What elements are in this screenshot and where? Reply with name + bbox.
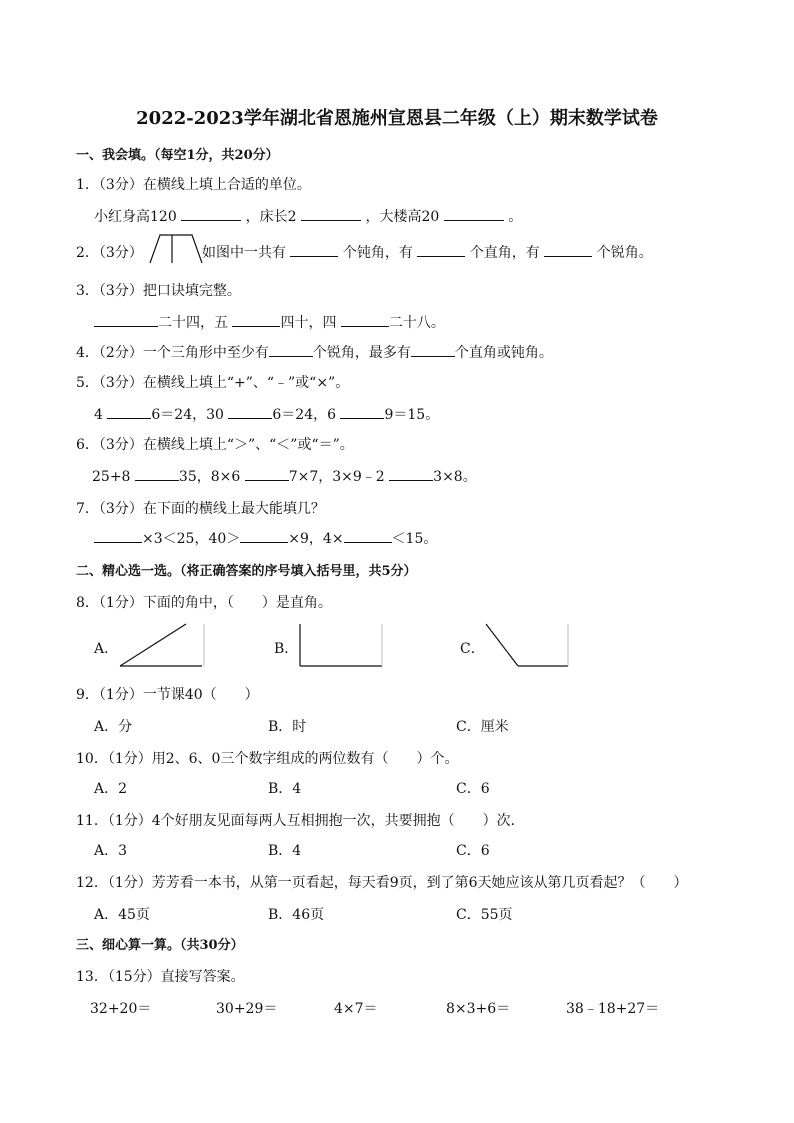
question-2-line	[202, 242, 653, 262]
q2-blank-1[interactable]	[290, 244, 338, 257]
q5-blank-3[interactable]	[340, 406, 384, 419]
question-4-line	[76, 342, 553, 362]
q12-option-a[interactable]: A．45页	[94, 907, 150, 923]
q12-option-b[interactable]: B．46页	[268, 907, 325, 923]
question-3-line	[94, 312, 445, 332]
q3-text-c: 二十八。	[388, 315, 445, 331]
section-2-heading: 二、精心选一选。（将正确答案的序号填入括号里，共5分）	[76, 564, 417, 579]
page-title: 2022-2023学年湖北省恩施州宣恩县二年级（上）期末数学试卷	[136, 108, 658, 129]
q7-text-b: ×9，4×	[288, 531, 344, 547]
q5-text-b: 6＝24，30	[151, 407, 224, 423]
q4-text-b: 个锐角，最多有	[312, 345, 411, 361]
q1-blank-1[interactable]	[181, 208, 241, 221]
q5-text-d: 9＝15。	[384, 407, 440, 423]
q1-blank-2[interactable]	[301, 208, 361, 221]
calc-item-2: 30+29＝	[216, 1001, 278, 1017]
q7-blank-2[interactable]	[240, 530, 288, 543]
question-11-stem: 11．（1分）4个好朋友见面每两人互相拥抱一次，共要拥抱（ ）次．	[76, 813, 525, 829]
q2-blank-2[interactable]	[417, 244, 465, 257]
q3-blank-3[interactable]	[341, 314, 389, 327]
q8-option-b-label[interactable]: B．	[274, 641, 299, 657]
q5-blank-1[interactable]	[107, 406, 151, 419]
q7-text-a: ×3＜25，40＞	[142, 531, 241, 547]
q9-option-a[interactable]: A．分	[94, 719, 133, 735]
q1-text-d: 。	[508, 209, 523, 225]
q10-option-a[interactable]: A．2	[94, 781, 128, 797]
q9-option-c[interactable]: C．厘米	[456, 719, 509, 735]
question-7-stem: 7．（3分）在下面的横线上最大能填几？	[76, 501, 325, 517]
section-3-heading: 三、细心算一算。（共30分）	[76, 938, 244, 953]
q6-blank-2[interactable]	[245, 468, 289, 481]
q2-text-d: 个锐角。	[596, 245, 653, 261]
q12-option-c[interactable]: C．55页	[456, 907, 513, 923]
acute-angle-figure	[118, 622, 208, 670]
question-9-stem: 9．（1分）一节课40（ ）	[76, 687, 259, 703]
q4-blank-2[interactable]	[411, 344, 455, 357]
question-1-stem: 1．（3分）在横线上填上合适的单位。	[76, 177, 311, 193]
q3-blank-1[interactable]	[94, 314, 158, 327]
q4-blank-1[interactable]	[269, 344, 313, 357]
q7-blank-3[interactable]	[344, 530, 392, 543]
q6-text-c: 7×7，3×9﹣2	[288, 469, 385, 485]
question-3-stem: 3．（3分）把口诀填完整。	[76, 283, 241, 299]
q1-text-a: 小红身高120	[94, 209, 177, 225]
section-1-heading: 一、我会填。（每空1分，共20分）	[76, 148, 279, 163]
q10-option-c[interactable]: C．6	[456, 781, 490, 797]
q6-text-a: 25+8	[92, 469, 131, 485]
q10-option-b[interactable]: B．4	[268, 781, 302, 797]
q5-text-c: 6＝24，6	[272, 407, 337, 423]
question-10-stem: 10．（1分）用2、6、0三个数字组成的两位数有（ ）个。	[76, 751, 459, 767]
q3-text-a: 二十四，五	[158, 315, 228, 331]
q5-text-a: 4	[94, 407, 103, 423]
q4-text-a: 4．（2分）一个三角形中至少有	[76, 345, 269, 361]
question-5-stem: 5．（3分）在横线上填上“+”、“﹣”或“×”。	[76, 375, 350, 391]
q2-blank-3[interactable]	[544, 244, 592, 257]
q6-blank-3[interactable]	[389, 468, 433, 481]
q1-text-b: ，床长2	[245, 209, 297, 225]
q6-blank-1[interactable]	[135, 468, 179, 481]
question-1-line	[94, 206, 522, 226]
q3-text-b: 四十，四	[280, 315, 337, 331]
calc-item-3: 4×7＝	[334, 1001, 378, 1017]
calc-item-1: 32+20＝	[90, 1001, 152, 1017]
q8-option-a-label[interactable]: A．	[94, 641, 119, 657]
q2-text-c: 个直角，有	[469, 245, 540, 261]
question-5-line	[94, 404, 439, 424]
q11-option-b[interactable]: B．4	[268, 843, 302, 859]
question-2-number: 2．（3分）	[76, 245, 143, 261]
q6-text-b: 35，8×6	[178, 469, 241, 485]
q3-blank-2[interactable]	[232, 314, 280, 327]
q1-blank-3[interactable]	[444, 208, 504, 221]
trapezoid-figure	[148, 233, 204, 265]
question-12-stem: 12．（1分）芳芳看一本书，从第一页看起，每天看9页，到了第6天她应该从第几页看起？（ ）	[76, 875, 688, 891]
obtuse-angle-figure	[484, 622, 574, 670]
q4-text-c: 个直角或钝角。	[454, 345, 553, 361]
q9-option-b[interactable]: B．时	[268, 719, 307, 735]
q1-text-c: ，大楼高20	[365, 209, 440, 225]
q2-text-b: 个钝角，有	[342, 245, 413, 261]
q11-option-a[interactable]: A．3	[94, 843, 128, 859]
calc-item-5: 38﹣18+27＝	[566, 1001, 660, 1017]
q7-text-c: ＜15。	[391, 531, 438, 547]
question-8-stem: 8．（1分）下面的角中，（ ）是直角。	[76, 595, 332, 611]
question-6-stem: 6．（3分）在横线上填上“＞”、“＜”或“＝”。	[76, 437, 354, 453]
q7-blank-1[interactable]	[94, 530, 142, 543]
q5-blank-2[interactable]	[228, 406, 272, 419]
calc-item-4: 8×3+6＝	[446, 1001, 511, 1017]
question-7-line	[94, 528, 437, 548]
question-6-line	[92, 466, 477, 486]
question-13-stem: 13．（15分）直接写答案。	[76, 969, 245, 985]
q2-text-a: 如图中一共有	[202, 245, 286, 261]
q8-option-c-label[interactable]: C．	[460, 641, 485, 657]
right-angle-figure	[296, 622, 388, 670]
q11-option-c[interactable]: C．6	[456, 843, 490, 859]
q6-text-d: 3×8。	[433, 469, 477, 485]
